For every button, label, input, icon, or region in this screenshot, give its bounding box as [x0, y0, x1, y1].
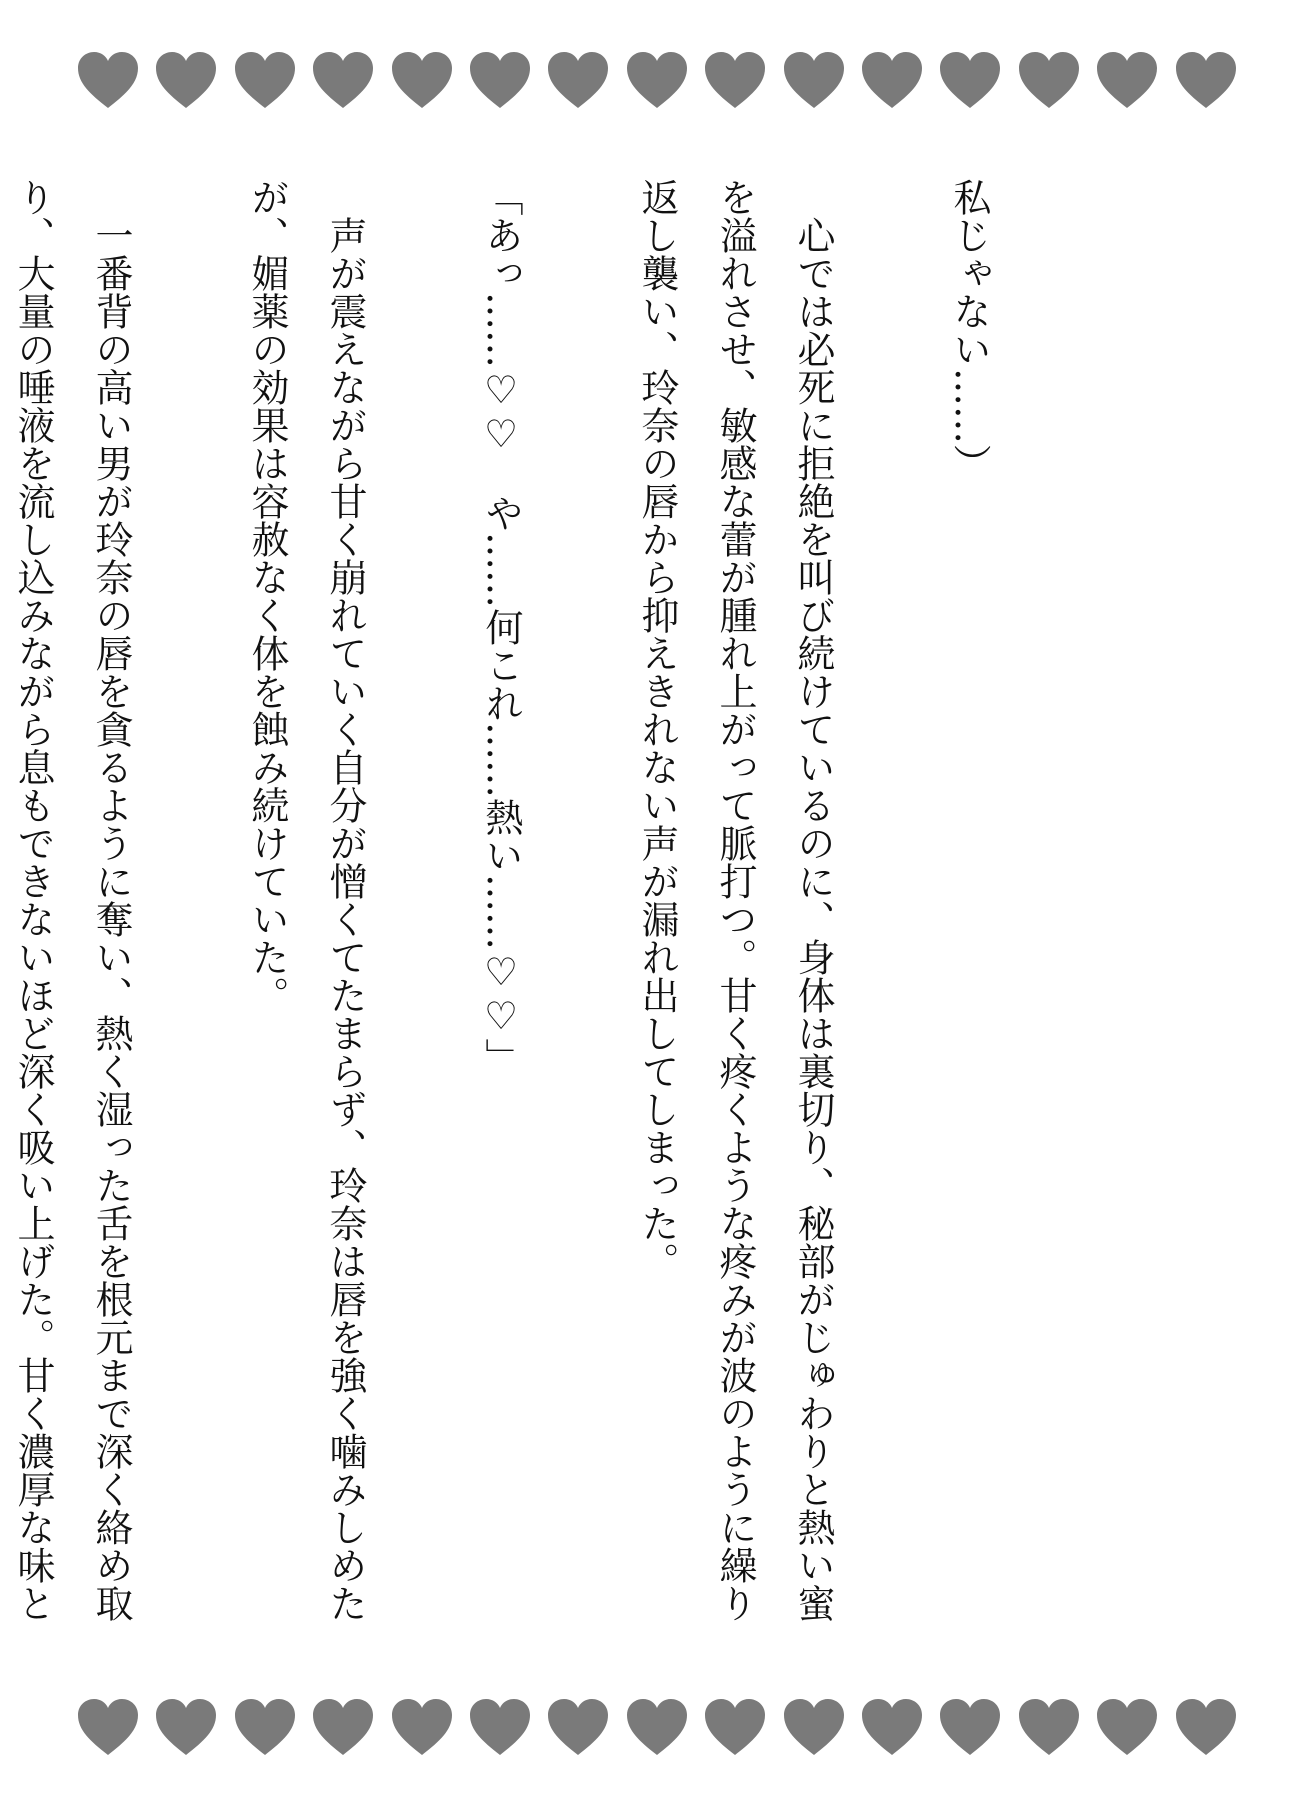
heart-icon — [390, 1697, 454, 1757]
heart-icon — [154, 50, 218, 110]
heart-icon — [311, 50, 375, 110]
heart-icon — [1174, 1697, 1238, 1757]
top-heart-border — [0, 50, 1311, 122]
paragraph-spacer — [384, 178, 462, 1648]
heart-icon — [233, 1697, 297, 1757]
heart-icon — [938, 1697, 1002, 1757]
heart-icon — [860, 50, 924, 110]
heart-icon — [782, 50, 846, 110]
paragraph-3: 「あっ……♡♡ や……何これ……熱い……♡♡」 — [479, 178, 523, 1076]
vertical-text-body — [11, 178, 1008, 1648]
heart-icon — [311, 1697, 375, 1757]
paragraph-2: 心では必死に拒絶を叫び続けているのに、身体は裏切り、秘部がじゅわりと熱い蜜を溢れさせ、敏感な蕾が腫れ上がって脈打つ。甘く疼くような疼みが波のように繰り返し襲い、玲奈の唇から抑えきれない声が漏れ出してしまった。 — [635, 178, 835, 1622]
heart-icon — [76, 1697, 140, 1757]
heart-icon — [860, 1697, 924, 1757]
bottom-heart-border — [0, 1697, 1311, 1769]
heart-icon — [154, 1697, 218, 1757]
heart-icon — [1174, 50, 1238, 110]
heart-icon — [703, 1697, 767, 1757]
heart-icon — [468, 50, 532, 110]
paragraph-4: 声が震えながら甘く崩れていく自分が憎くてたまらず、玲奈は唇を強く噛みしめたが、媚薬の効果は容赦なく体を蝕み続けていた。 — [245, 178, 367, 1622]
heart-icon — [1017, 1697, 1081, 1757]
heart-icon — [390, 50, 454, 110]
heart-icon — [625, 1697, 689, 1757]
heart-icon — [468, 1697, 532, 1757]
heart-icon — [782, 1697, 846, 1757]
heart-icon — [546, 1697, 610, 1757]
heart-icon — [1095, 50, 1159, 110]
heart-icon — [1095, 1697, 1159, 1757]
heart-icon — [1017, 50, 1081, 110]
heart-icon — [625, 50, 689, 110]
paragraph-spacer — [852, 178, 930, 1648]
paragraph-spacer — [540, 178, 618, 1648]
heart-icon — [938, 50, 1002, 110]
paragraph-5: 一番背の高い男が玲奈の唇を貪るように奪い、熱く湿った舌を根元まで深く絡め取り、大量の唾液を流し込みながら息もできないほど深く吸い上げた。甘く濃厚な味と — [11, 178, 133, 1622]
heart-icon — [76, 50, 140, 110]
paragraph-1: 私じゃない……） — [947, 178, 991, 482]
paragraph-spacer — [150, 178, 228, 1648]
heart-icon — [233, 50, 297, 110]
heart-icon — [703, 50, 767, 110]
heart-icon — [546, 50, 610, 110]
